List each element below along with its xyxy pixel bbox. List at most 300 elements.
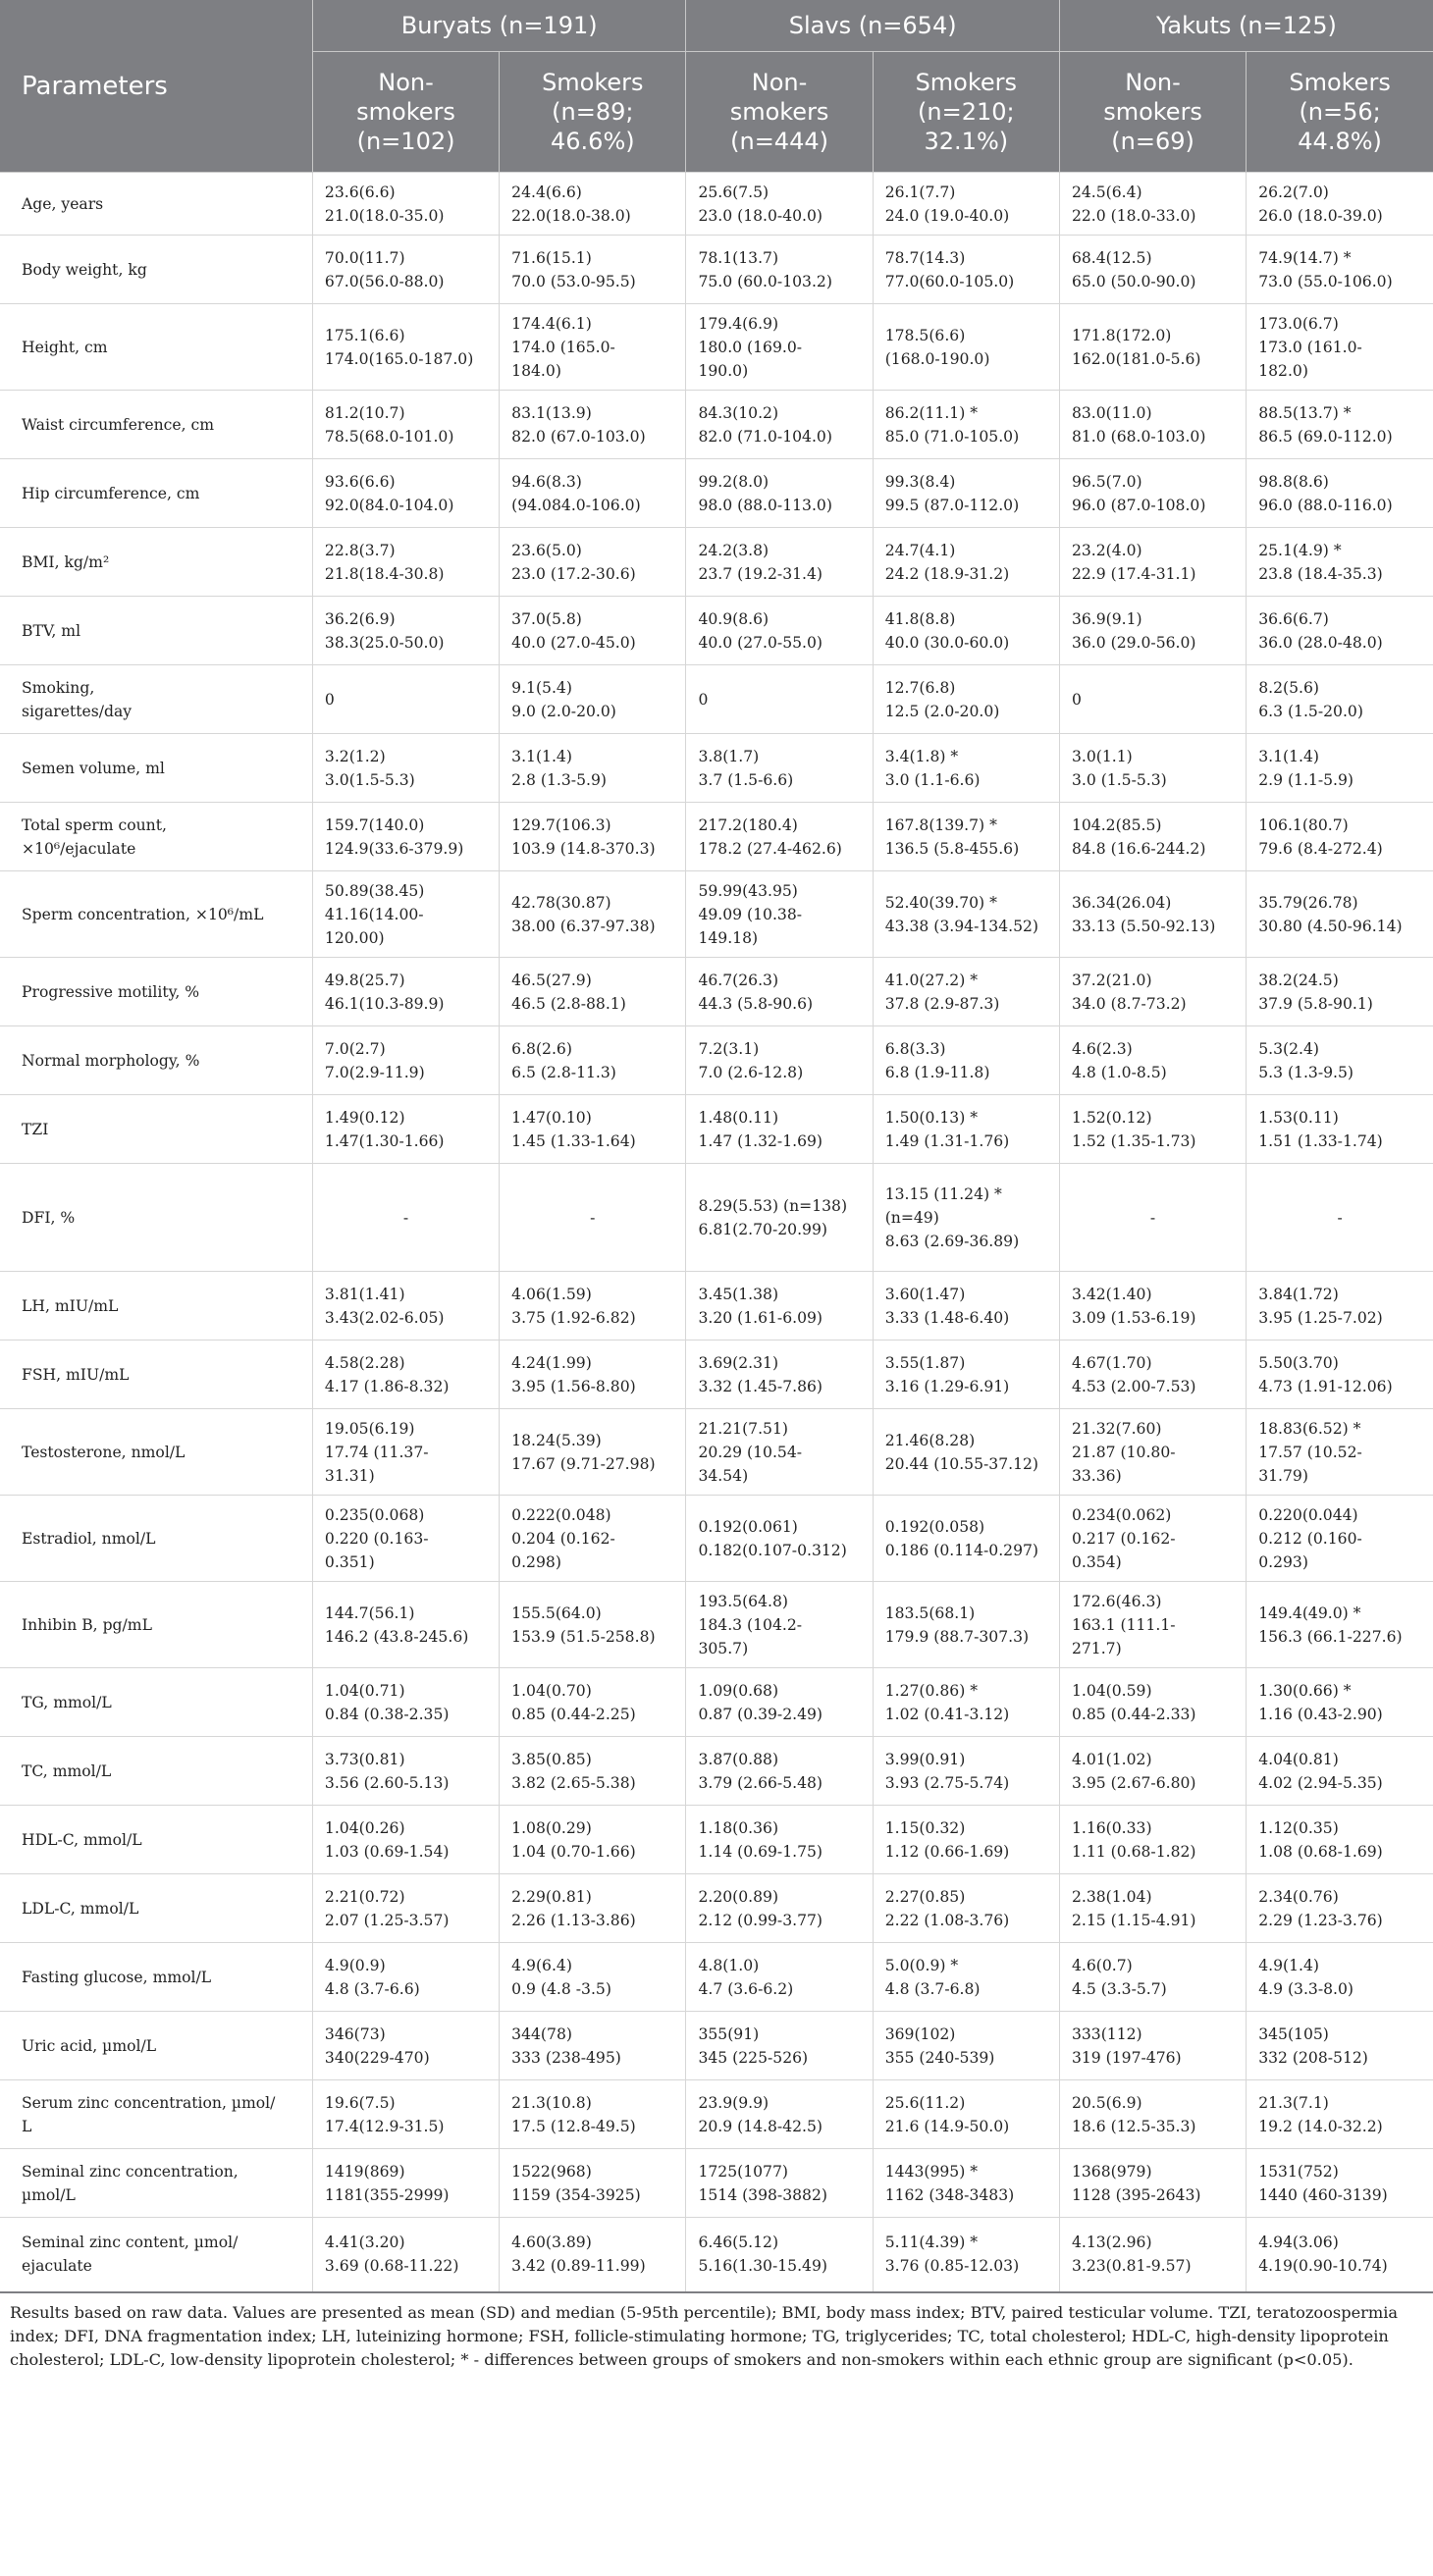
cell-line: 86.5 (69.0-112.0) bbox=[1258, 427, 1393, 446]
data-cell bbox=[1247, 1164, 1433, 1272]
data-cell bbox=[873, 528, 1059, 597]
parameter-name bbox=[0, 2218, 312, 2292]
cell-line: 50.89(38.45) bbox=[324, 881, 425, 900]
parameter-name-line: Smoking, bbox=[22, 678, 95, 697]
cell-line: 46.7(26.3) bbox=[698, 971, 779, 989]
cell-line: 86.2(11.1) * bbox=[884, 403, 979, 422]
cell-line: 3.69(2.31) bbox=[698, 1353, 779, 1372]
cell-line: 82.0 (67.0-103.0) bbox=[511, 427, 646, 446]
cell-line: 23.9(9.9) bbox=[698, 2093, 770, 2112]
data-cell bbox=[1059, 871, 1246, 958]
cell-line: 18.24(5.39) bbox=[511, 1431, 602, 1449]
cell-line: 124.9(33.6-379.9) bbox=[324, 839, 464, 858]
data-cell bbox=[1059, 803, 1246, 871]
data-cell bbox=[686, 236, 873, 304]
cell-line: 3.82 (2.65-5.38) bbox=[511, 1773, 636, 1792]
data-cell bbox=[1247, 597, 1433, 665]
cell-line: 1.08(0.29) bbox=[511, 1818, 592, 1837]
data-cell bbox=[500, 236, 686, 304]
parameter-name bbox=[0, 1582, 312, 1668]
cell-line: 3.23(0.81-9.57) bbox=[1071, 2257, 1192, 2276]
cell-line: 355 (240-539) bbox=[884, 2048, 995, 2067]
cell-line: 3.76 (0.85-12.03) bbox=[884, 2257, 1020, 2276]
cell-line: 3.16 (1.29-6.91) bbox=[884, 1377, 1010, 1395]
cell-line: 85.0 (71.0-105.0) bbox=[884, 427, 1020, 446]
cell-line: 0.298) bbox=[511, 1552, 561, 1571]
data-cell bbox=[1247, 734, 1433, 803]
cell-line: 340(229-470) bbox=[324, 2048, 430, 2067]
table-row bbox=[0, 2218, 1433, 2292]
cell-line: 4.73 (1.91-12.06) bbox=[1258, 1377, 1393, 1395]
cell-line: 3.43(2.02-6.05) bbox=[324, 1308, 445, 1327]
cell-line: 59.99(43.95) bbox=[698, 881, 798, 900]
parameter-name-line: HDL-C, mmol/L bbox=[22, 1830, 142, 1849]
data-cell bbox=[1247, 803, 1433, 871]
data-cell bbox=[1059, 2218, 1246, 2292]
data-cell bbox=[1059, 1164, 1246, 1272]
cell-line: 319 (197-476) bbox=[1071, 2048, 1182, 2067]
data-cell bbox=[686, 803, 873, 871]
cell-line: 5.11(4.39) * bbox=[884, 2234, 979, 2252]
cell-line: 22.0 (18.0-33.0) bbox=[1071, 206, 1196, 225]
cell-line: 21.87 (10.80- bbox=[1071, 1443, 1176, 1461]
cell-line: - bbox=[590, 1208, 596, 1227]
data-cell bbox=[1059, 1272, 1246, 1341]
cell-line: 1443(995) * bbox=[884, 2162, 979, 2181]
cell-line: 94.6(8.3) bbox=[511, 472, 582, 491]
parameter-name-line: Semen volume, ml bbox=[22, 759, 165, 777]
data-cell bbox=[873, 1496, 1059, 1582]
cell-line: 3.81(1.41) bbox=[324, 1285, 405, 1303]
cell-line: 1.04(0.70) bbox=[511, 1681, 592, 1700]
parameter-name-line: Serum zinc concentration, µmol/ bbox=[22, 2093, 276, 2112]
data-cell bbox=[1059, 1496, 1246, 1582]
data-cell bbox=[686, 1341, 873, 1409]
cell-line: 2.9 (1.1-5.9) bbox=[1258, 770, 1353, 789]
data-cell bbox=[500, 2218, 686, 2292]
data-cell bbox=[873, 1026, 1059, 1095]
cell-line: 21.3(10.8) bbox=[511, 2093, 592, 2112]
cell-line: 0.351) bbox=[324, 1552, 375, 1571]
cell-line: 182.0) bbox=[1258, 361, 1308, 380]
cell-line: 84.3(10.2) bbox=[698, 403, 779, 422]
cell-line: 23.6(5.0) bbox=[511, 541, 582, 559]
cell-line: 2.20(0.89) bbox=[698, 1887, 779, 1906]
cell-line: 75.0 (60.0-103.2) bbox=[698, 272, 832, 290]
cell-line: 1.04(0.26) bbox=[324, 1818, 405, 1837]
data-cell bbox=[1247, 1874, 1433, 1943]
cell-line: 2.26 (1.13-3.86) bbox=[511, 1911, 636, 1929]
cell-line: 149.18) bbox=[698, 928, 759, 947]
cell-line: 179.4(6.9) bbox=[698, 314, 779, 333]
cell-line: 36.0 (28.0-48.0) bbox=[1258, 633, 1383, 652]
cell-line: 3.84(1.72) bbox=[1258, 1285, 1339, 1303]
data-cell bbox=[686, 871, 873, 958]
data-cell bbox=[312, 597, 499, 665]
data-cell bbox=[873, 2080, 1059, 2149]
parameter-name-line: Total sperm count, bbox=[22, 815, 167, 834]
data-cell bbox=[312, 391, 499, 459]
cell-line: 4.53 (2.00-7.53) bbox=[1071, 1377, 1196, 1395]
data-cell bbox=[686, 1409, 873, 1496]
data-cell bbox=[873, 1164, 1059, 1272]
cell-line: 8.63 (2.69-36.89) bbox=[884, 1232, 1020, 1250]
data-cell bbox=[686, 304, 873, 391]
cell-line: 0.84 (0.38-2.35) bbox=[324, 1705, 450, 1723]
cell-line: 4.8 (3.7-6.8) bbox=[884, 1979, 981, 1998]
cell-line: 1.52(0.12) bbox=[1071, 1108, 1152, 1127]
subgroup-header: Smokers (n=56; 44.8%) bbox=[1247, 52, 1433, 173]
data-cell bbox=[1059, 1095, 1246, 1164]
cell-line: 17.74 (11.37- bbox=[324, 1443, 429, 1461]
cell-line: 41.0(27.2) * bbox=[884, 971, 979, 989]
data-cell bbox=[686, 528, 873, 597]
cell-line: 4.94(3.06) bbox=[1258, 2234, 1339, 2252]
table-row bbox=[0, 236, 1433, 304]
cell-line: 34.0 (8.7-73.2) bbox=[1071, 994, 1187, 1013]
cell-line: 2.15 (1.15-4.91) bbox=[1071, 1911, 1196, 1929]
data-cell bbox=[500, 1164, 686, 1272]
data-cell bbox=[312, 1341, 499, 1409]
cell-line: 0.192(0.061) bbox=[698, 1517, 798, 1536]
data-cell bbox=[686, 958, 873, 1026]
table-row bbox=[0, 459, 1433, 528]
data-cell bbox=[312, 1272, 499, 1341]
cell-line: 6.8(3.3) bbox=[884, 1039, 946, 1058]
data-cell bbox=[312, 459, 499, 528]
data-cell bbox=[873, 1582, 1059, 1668]
data-cell bbox=[873, 459, 1059, 528]
data-cell bbox=[1059, 665, 1246, 734]
data-cell bbox=[686, 1026, 873, 1095]
data-cell bbox=[312, 1164, 499, 1272]
cell-line: 5.50(3.70) bbox=[1258, 1353, 1339, 1372]
data-cell bbox=[500, 1496, 686, 1582]
parameter-name bbox=[0, 1668, 312, 1737]
parameter-name-line: Progressive motility, % bbox=[22, 982, 200, 1001]
cell-line: 3.79 (2.66-5.48) bbox=[698, 1773, 823, 1792]
cell-line: 38.00 (6.37-97.38) bbox=[511, 917, 656, 935]
parameter-name bbox=[0, 1737, 312, 1806]
cell-line: 30.80 (4.50-96.14) bbox=[1258, 917, 1403, 935]
data-cell bbox=[1247, 1095, 1433, 1164]
table-row bbox=[0, 1272, 1433, 1341]
data-cell bbox=[1059, 1582, 1246, 1668]
data-cell bbox=[873, 1806, 1059, 1874]
data-cell bbox=[312, 528, 499, 597]
cell-line: 0.87 (0.39-2.49) bbox=[698, 1705, 823, 1723]
cell-line: 104.2(85.5) bbox=[1071, 815, 1162, 834]
cell-line: 1.27(0.86) * bbox=[884, 1681, 979, 1700]
table-row bbox=[0, 1341, 1433, 1409]
data-cell bbox=[1059, 173, 1246, 236]
cell-line: 0.217 (0.162- bbox=[1071, 1529, 1176, 1548]
cell-line: 8.2(5.6) bbox=[1258, 678, 1319, 697]
cell-line: 1159 (354-3925) bbox=[511, 2185, 641, 2204]
cell-line: 174.0(165.0-187.0) bbox=[324, 349, 474, 368]
data-cell bbox=[1059, 236, 1246, 304]
cell-line: 1.03 (0.69-1.54) bbox=[324, 1842, 450, 1861]
cell-line: 96.0 (87.0-108.0) bbox=[1071, 496, 1206, 514]
parameter-name bbox=[0, 236, 312, 304]
cell-line: 4.19(0.90-10.74) bbox=[1258, 2257, 1388, 2276]
table-row bbox=[0, 803, 1433, 871]
data-cell bbox=[686, 1806, 873, 1874]
cell-line: 21.21(7.51) bbox=[698, 1419, 788, 1438]
data-cell bbox=[500, 173, 686, 236]
cell-line: 4.8(1.0) bbox=[698, 1956, 760, 1974]
cell-line: 103.9 (14.8-370.3) bbox=[511, 839, 656, 858]
cell-line: 3.99(0.91) bbox=[884, 1750, 966, 1768]
cell-line: 4.02 (2.94-5.35) bbox=[1258, 1773, 1383, 1792]
cell-line: 4.17 (1.86-8.32) bbox=[324, 1377, 450, 1395]
cell-line: 26.0 (18.0-39.0) bbox=[1258, 206, 1383, 225]
cell-line: 83.0(11.0) bbox=[1071, 403, 1152, 422]
cell-line: 84.8 (16.6-244.2) bbox=[1071, 839, 1206, 858]
cell-line: 21.32(7.60) bbox=[1071, 1419, 1162, 1438]
cell-line: 17.5 (12.8-49.5) bbox=[511, 2117, 636, 2135]
cell-line: 17.4(12.9-31.5) bbox=[324, 2117, 445, 2135]
cell-line: 20.44 (10.55-37.12) bbox=[884, 1454, 1039, 1473]
cell-line: 1.12 (0.66-1.69) bbox=[884, 1842, 1010, 1861]
cell-line: 155.5(64.0) bbox=[511, 1603, 602, 1622]
data-cell bbox=[873, 803, 1059, 871]
parameter-name bbox=[0, 459, 312, 528]
cell-line: 12.7(6.8) bbox=[884, 678, 956, 697]
cell-line: 1.08 (0.68-1.69) bbox=[1258, 1842, 1383, 1861]
cell-line: 3.73(0.81) bbox=[324, 1750, 405, 1768]
data-cell bbox=[500, 2149, 686, 2218]
cell-line: 184.3 (104.2- bbox=[698, 1615, 803, 1634]
data-cell bbox=[312, 2080, 499, 2149]
cell-line: 1.15(0.32) bbox=[884, 1818, 966, 1837]
cell-line: 4.8 (3.7-6.6) bbox=[324, 1979, 420, 1998]
cell-line: 2.38(1.04) bbox=[1071, 1887, 1152, 1906]
cell-line: 67.0(56.0-88.0) bbox=[324, 272, 445, 290]
data-cell bbox=[686, 1582, 873, 1668]
cell-line: 23.7 (19.2-31.4) bbox=[698, 564, 823, 583]
table-row bbox=[0, 528, 1433, 597]
cell-line: 178.5(6.6) bbox=[884, 326, 966, 344]
cell-line: 180.0 (169.0- bbox=[698, 338, 803, 356]
cell-line: 1.11 (0.68-1.82) bbox=[1071, 1842, 1196, 1861]
cell-line: 33.13 (5.50-92.13) bbox=[1071, 917, 1216, 935]
parameter-name bbox=[0, 597, 312, 665]
cell-line: 0 bbox=[698, 690, 709, 709]
table-row bbox=[0, 1026, 1433, 1095]
data-cell bbox=[312, 2149, 499, 2218]
data-cell bbox=[1059, 459, 1246, 528]
table-row bbox=[0, 2149, 1433, 2218]
data-cell bbox=[1247, 871, 1433, 958]
cell-line: 0.220 (0.163- bbox=[324, 1529, 429, 1548]
data-cell bbox=[500, 304, 686, 391]
cell-line: 37.9 (5.8-90.1) bbox=[1258, 994, 1373, 1013]
data-cell bbox=[312, 1668, 499, 1737]
data-cell bbox=[686, 1164, 873, 1272]
data-cell bbox=[1059, 1806, 1246, 1874]
data-cell bbox=[1247, 1806, 1433, 1874]
cell-line: 6.5 (2.8-11.3) bbox=[511, 1063, 616, 1081]
parameter-name-line: FSH, mIU/mL bbox=[22, 1365, 130, 1384]
cell-line: 46.1(10.3-89.9) bbox=[324, 994, 445, 1013]
table-footnote: Results based on raw data. Values are presented as mean (SD) and median (5-95th percentile); BMI, body mass index; BTV, paired testicular volume. TZI, teratozoospermia index; DFI, DNA fragmentation index; LH, luteinizing hormone; FSH, follicle-stimulating hormone; TG, triglycerides; TC, total cholesterol; HDL-C, high-density lipoprotein cholesterol; LDL-C, low-density lipoprotein cholesterol; * - differences between groups of smokers and non-smokers within each ethnic group are significant (p<0.05). bbox=[0, 2292, 1433, 2372]
data-cell bbox=[686, 734, 873, 803]
cell-line: 31.79) bbox=[1258, 1466, 1308, 1485]
cell-line: 2.8 (1.3-5.9) bbox=[511, 770, 607, 789]
cell-line: 83.1(13.9) bbox=[511, 403, 592, 422]
cell-line: 0 bbox=[1071, 690, 1082, 709]
parameter-name-line: TC, mmol/L bbox=[22, 1761, 112, 1780]
data-cell bbox=[500, 1095, 686, 1164]
data-cell bbox=[312, 173, 499, 236]
cell-line: 12.5 (2.0-20.0) bbox=[884, 702, 1000, 720]
data-cell bbox=[312, 1943, 499, 2012]
cell-line: 81.2(10.7) bbox=[324, 403, 405, 422]
cell-line: 173.0 (161.0- bbox=[1258, 338, 1362, 356]
cell-line: 0.235(0.068) bbox=[324, 1505, 425, 1524]
data-cell bbox=[686, 1272, 873, 1341]
cell-line: 21.46(8.28) bbox=[884, 1431, 976, 1449]
cell-line: 3.7 (1.5-6.6) bbox=[698, 770, 794, 789]
cell-line: 96.0 (88.0-116.0) bbox=[1258, 496, 1393, 514]
group-header-buryats: Buryats (n=191) bbox=[312, 0, 686, 52]
cell-line: 1531(752) bbox=[1258, 2162, 1339, 2181]
subgroup-header: Smokers (n=210; 32.1%) bbox=[873, 52, 1059, 173]
cell-line: 18.83(6.52) * bbox=[1258, 1419, 1361, 1438]
parameter-name-line: LDL-C, mmol/L bbox=[22, 1899, 139, 1918]
cell-line: 46.5(27.9) bbox=[511, 971, 592, 989]
cell-line: 1.04 (0.70-1.66) bbox=[511, 1842, 636, 1861]
cell-line: 37.2(21.0) bbox=[1071, 971, 1152, 989]
data-cell bbox=[686, 1496, 873, 1582]
data-cell bbox=[312, 1496, 499, 1582]
cell-line: 98.8(8.6) bbox=[1258, 472, 1329, 491]
cell-line: 3.85(0.85) bbox=[511, 1750, 592, 1768]
parameters-header: Parameters bbox=[0, 0, 312, 173]
data-cell bbox=[1247, 459, 1433, 528]
data-cell bbox=[686, 597, 873, 665]
cell-line: 153.9 (51.5-258.8) bbox=[511, 1627, 656, 1646]
cell-line: 1.45 (1.33-1.64) bbox=[511, 1131, 636, 1150]
cell-line: 21.0(18.0-35.0) bbox=[324, 206, 445, 225]
data-cell bbox=[500, 871, 686, 958]
cell-line: 18.6 (12.5-35.3) bbox=[1071, 2117, 1196, 2135]
cell-line: 21.8(18.4-30.8) bbox=[324, 564, 445, 583]
cell-line: 4.24(1.99) bbox=[511, 1353, 592, 1372]
parameter-name bbox=[0, 665, 312, 734]
data-cell bbox=[500, 1582, 686, 1668]
data-cell bbox=[312, 734, 499, 803]
data-cell bbox=[873, 597, 1059, 665]
table-row bbox=[0, 1582, 1433, 1668]
data-cell bbox=[1247, 1026, 1433, 1095]
data-cell bbox=[1059, 2080, 1246, 2149]
cell-line: 3.42 (0.89-11.99) bbox=[511, 2257, 646, 2276]
cell-line: 1.49(0.12) bbox=[324, 1108, 405, 1127]
cell-line: 159.7(140.0) bbox=[324, 815, 425, 834]
parameter-name bbox=[0, 803, 312, 871]
table-row bbox=[0, 1943, 1433, 2012]
cell-line: 43.38 (3.94-134.52) bbox=[884, 917, 1039, 935]
parameter-name bbox=[0, 1164, 312, 1272]
cell-line: 1419(869) bbox=[324, 2162, 405, 2181]
cell-line: 73.0 (55.0-106.0) bbox=[1258, 272, 1393, 290]
cell-line: 3.60(1.47) bbox=[884, 1285, 966, 1303]
cell-line: 2.29 (1.23-3.76) bbox=[1258, 1911, 1383, 1929]
cell-line: 21.6 (14.9-50.0) bbox=[884, 2117, 1010, 2135]
parameter-name-line: TZI bbox=[22, 1120, 49, 1138]
data-cell bbox=[312, 871, 499, 958]
cell-line: 174.0 (165.0- bbox=[511, 338, 615, 356]
cell-line: 4.41(3.20) bbox=[324, 2234, 405, 2252]
cell-line: 184.0) bbox=[511, 361, 561, 380]
table-row bbox=[0, 665, 1433, 734]
cell-line: 35.79(26.78) bbox=[1258, 893, 1358, 912]
data-cell bbox=[500, 1341, 686, 1409]
parameter-name bbox=[0, 734, 312, 803]
data-cell bbox=[1059, 1409, 1246, 1496]
cell-line: 25.6(11.2) bbox=[884, 2093, 966, 2112]
cell-line: 3.09 (1.53-6.19) bbox=[1071, 1308, 1196, 1327]
cell-line: - bbox=[1149, 1208, 1156, 1227]
cell-line: 3.56 (2.60-5.13) bbox=[324, 1773, 450, 1792]
cell-line: - bbox=[1337, 1208, 1343, 1227]
parameter-name-line: Fasting glucose, mmol/L bbox=[22, 1968, 212, 1986]
cell-line: 0.293) bbox=[1258, 1552, 1308, 1571]
cell-line: 0.212 (0.160- bbox=[1258, 1529, 1362, 1548]
data-cell bbox=[873, 2012, 1059, 2080]
table-body bbox=[0, 173, 1433, 2292]
cell-line: 17.57 (10.52- bbox=[1258, 1443, 1362, 1461]
table-row bbox=[0, 597, 1433, 665]
cell-line: 3.8(1.7) bbox=[698, 747, 760, 765]
data-cell bbox=[873, 2149, 1059, 2218]
data-cell bbox=[1247, 1943, 1433, 2012]
cell-line: 6.46(5.12) bbox=[698, 2234, 779, 2252]
cell-line: 3.95 (2.67-6.80) bbox=[1071, 1773, 1196, 1792]
cell-line: 41.16(14.00- bbox=[324, 905, 424, 923]
table-row bbox=[0, 734, 1433, 803]
table-row bbox=[0, 1668, 1433, 1737]
cell-line: 332 (208-512) bbox=[1258, 2048, 1368, 2067]
cell-line: 3.2(1.2) bbox=[324, 747, 386, 765]
data-cell bbox=[1247, 2149, 1433, 2218]
data-cell bbox=[873, 1272, 1059, 1341]
data-cell bbox=[500, 734, 686, 803]
table-row bbox=[0, 1806, 1433, 1874]
parameter-name bbox=[0, 304, 312, 391]
data-cell bbox=[500, 958, 686, 1026]
cell-line: 3.55(1.87) bbox=[884, 1353, 966, 1372]
cell-line: 31.31) bbox=[324, 1466, 375, 1485]
cell-line: 3.45(1.38) bbox=[698, 1285, 779, 1303]
data-cell bbox=[1247, 304, 1433, 391]
cell-line: 1.52 (1.35-1.73) bbox=[1071, 1131, 1196, 1150]
cell-line: 40.0 (30.0-60.0) bbox=[884, 633, 1010, 652]
cell-line: 3.42(1.40) bbox=[1071, 1285, 1152, 1303]
table-row bbox=[0, 2012, 1433, 2080]
data-cell bbox=[1247, 1272, 1433, 1341]
cell-line: 5.0(0.9) * bbox=[884, 1956, 959, 1974]
cell-line: 26.2(7.0) bbox=[1258, 183, 1329, 201]
data-cell bbox=[500, 459, 686, 528]
cell-line: 345(105) bbox=[1258, 2024, 1329, 2043]
cell-line: 4.67(1.70) bbox=[1071, 1353, 1152, 1372]
cell-line: 1128 (395-2643) bbox=[1071, 2185, 1201, 2204]
cell-line: 24.2 (18.9-31.2) bbox=[884, 564, 1010, 583]
cell-line: 81.0 (68.0-103.0) bbox=[1071, 427, 1206, 446]
